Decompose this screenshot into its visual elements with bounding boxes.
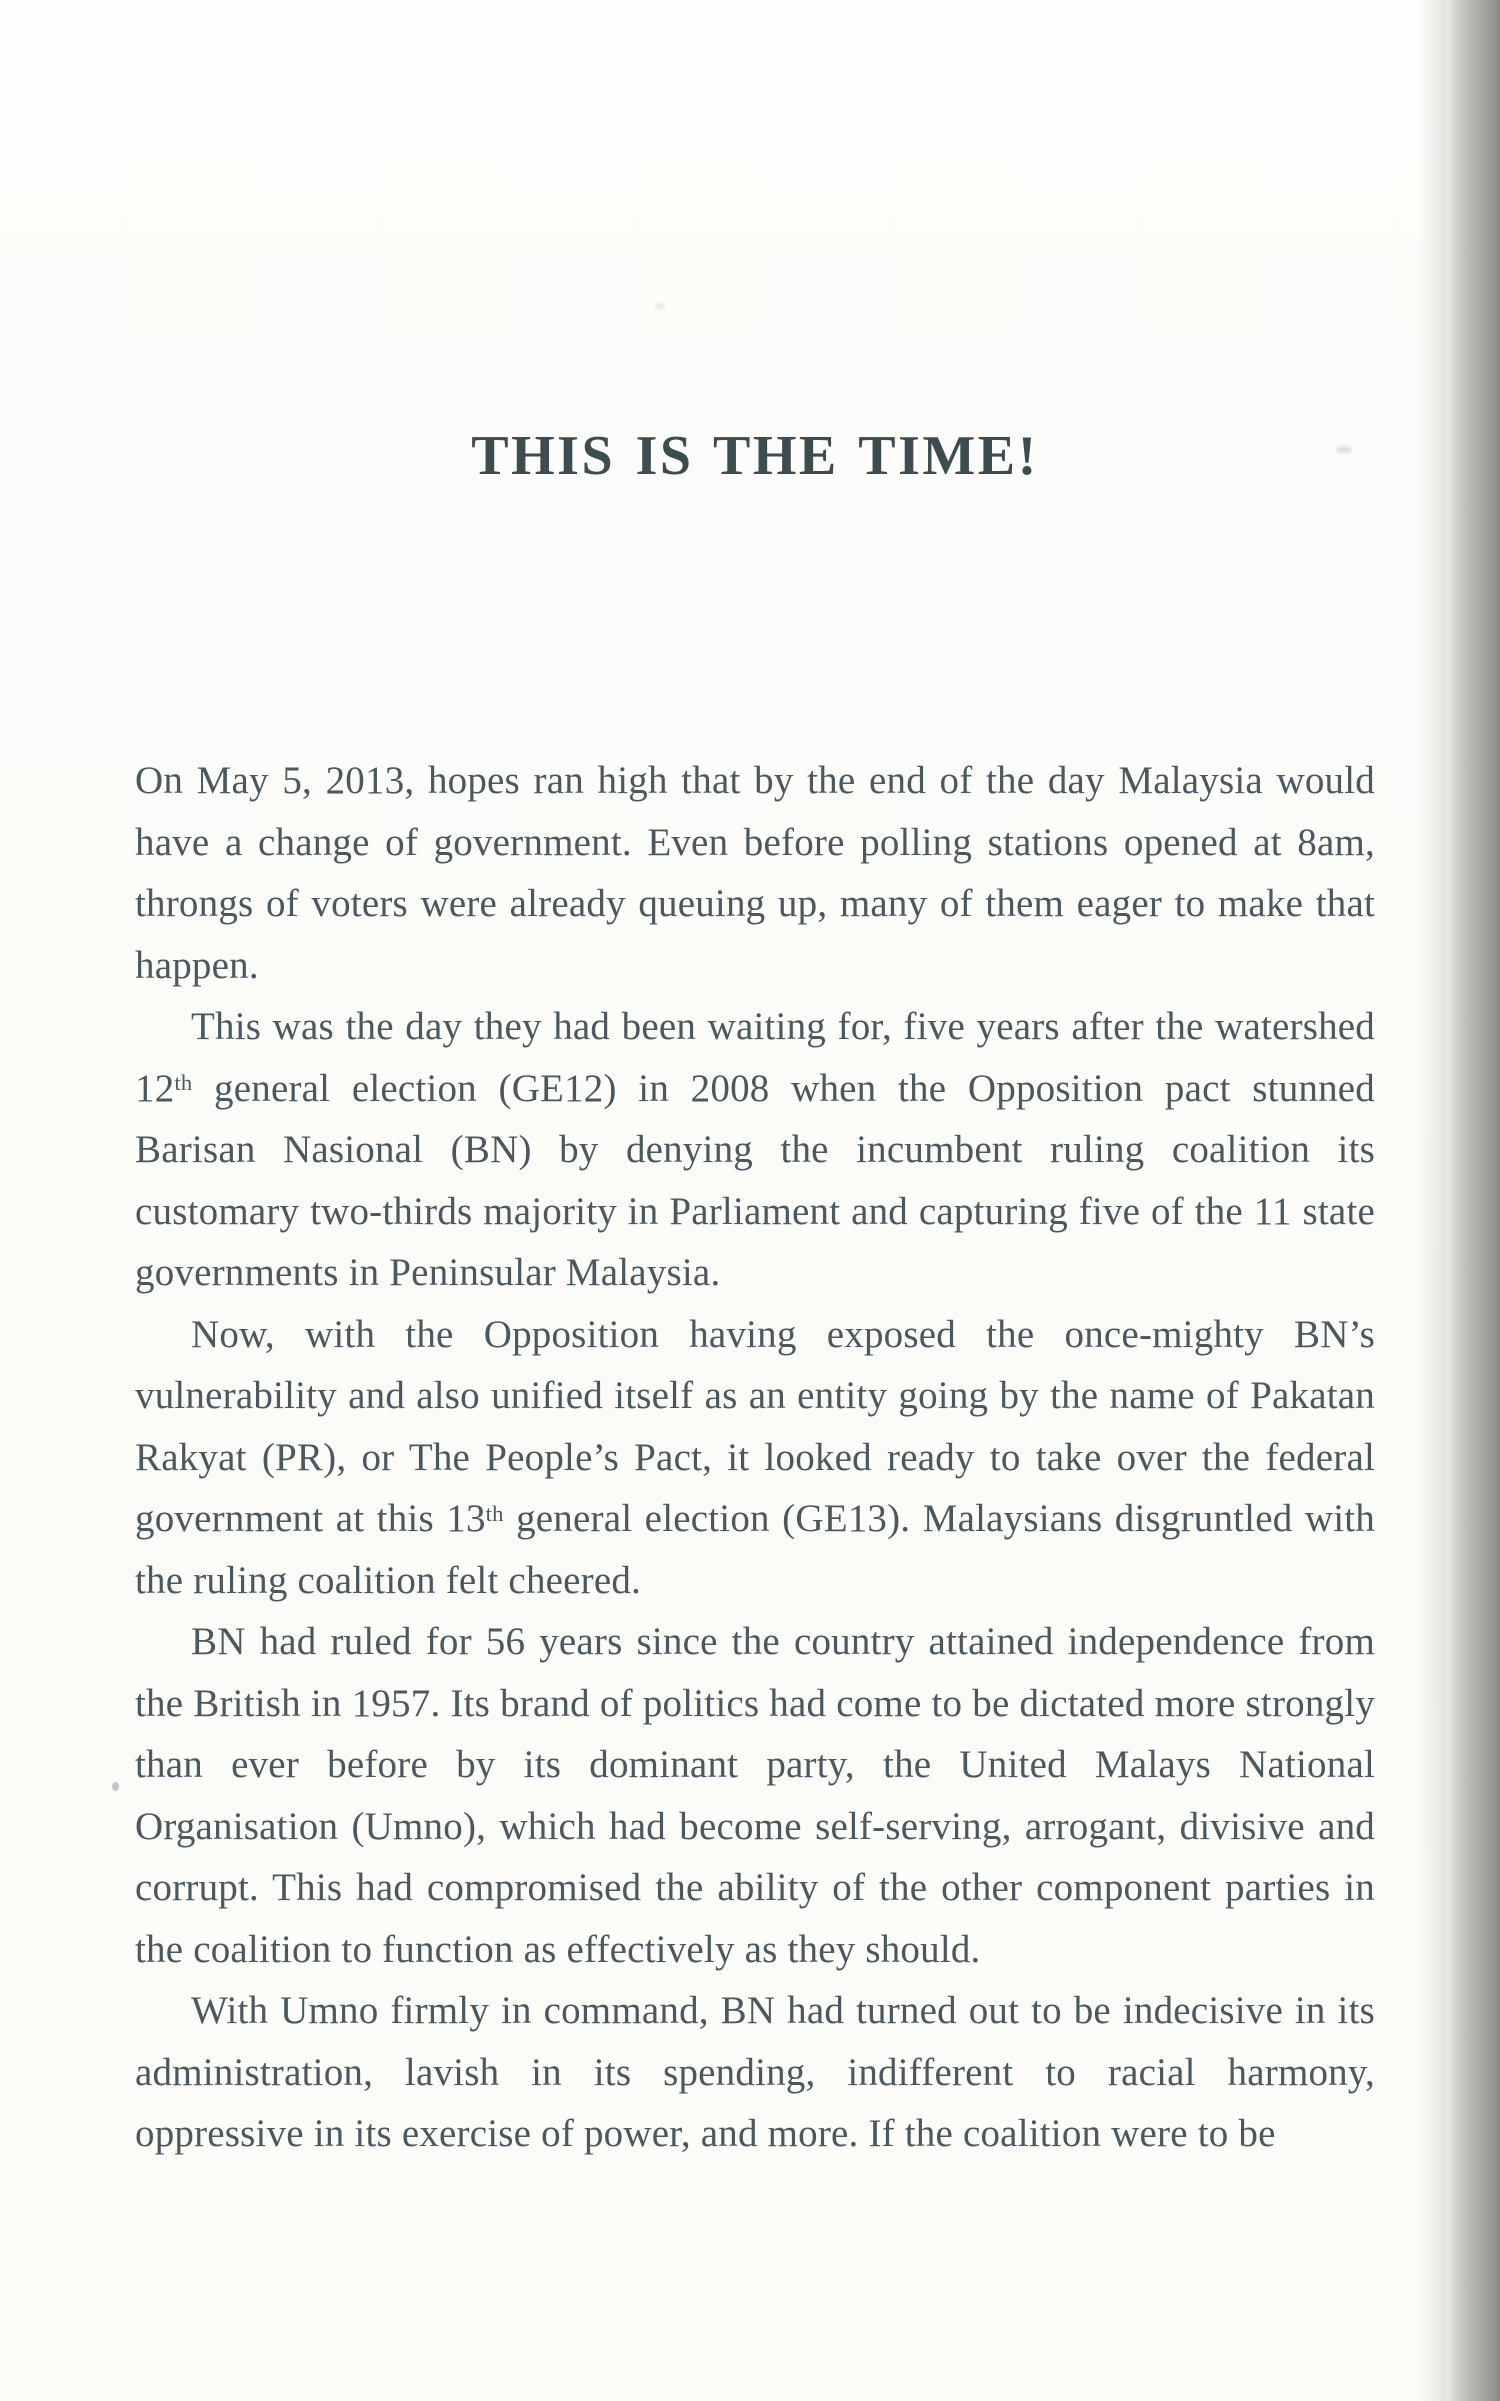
paragraph-text: This was the day they had been waiting for, five years after the watershed 12 — [135, 1005, 1375, 1110]
paragraph — [135, 996, 1375, 1304]
ordinal-superscript: th — [485, 1500, 504, 1526]
paragraph — [135, 1980, 1375, 2165]
paragraph-text: Now, with the Opposition having exposed the once-mighty BN’s vulnerability and also unified itself as an entity going by the name of Pakatan Rakyat (PR), or The People’s Pact, it looked ready to take over the federal government at this 13 — [135, 1312, 1375, 1540]
paragraph — [135, 750, 1375, 996]
page-content — [135, 0, 1375, 2165]
scan-speck — [112, 1782, 119, 1791]
paragraph-text: general election (GE13). Malaysians disgruntled with the ruling coalition felt cheered. — [135, 1497, 1375, 1602]
chapter-title: THIS IS THE TIME! — [471, 425, 1039, 487]
paragraph — [135, 1611, 1375, 1980]
paragraph — [135, 1304, 1375, 1612]
ordinal-superscript: th — [174, 1070, 193, 1096]
paragraph-text: With Umno firmly in command, BN had turned out to be indecisive in its administration, lavish in its spending, indifferent to racial harmony, oppressive in its exercise of power, and more. If the coalition were to be — [135, 1989, 1375, 2155]
paragraph-text: On May 5, 2013, hopes ran high that by the end of the day Malaysia would have a change of government. Even before polling stations opened at 8am, throngs of voters were already queuing up, many of them eager to make that happen. — [135, 759, 1375, 987]
paragraph-text: general election (GE12) in 2008 when the Opposition pact stunned Barisan Nasional (BN) by denying the incumbent ruling coalition its customary two-thirds majority in Parliament and capturing five of the 11 state governments in Peninsular Malaysia. — [135, 1066, 1375, 1294]
body-text — [135, 750, 1375, 2165]
scanned-page-edge — [1447, 0, 1500, 2401]
paragraph-text: BN had ruled for 56 years since the country attained independence from the British in 1957. Its brand of politics had come to be dictated more strongly than ever before by its dominant party, the United Malays National Organisation (Umno), which had become self-serving, arrogant, divisive and corrupt. This had compromised the ability of the other component parties in the coalition to function as effectively as they should. — [135, 1620, 1375, 1971]
